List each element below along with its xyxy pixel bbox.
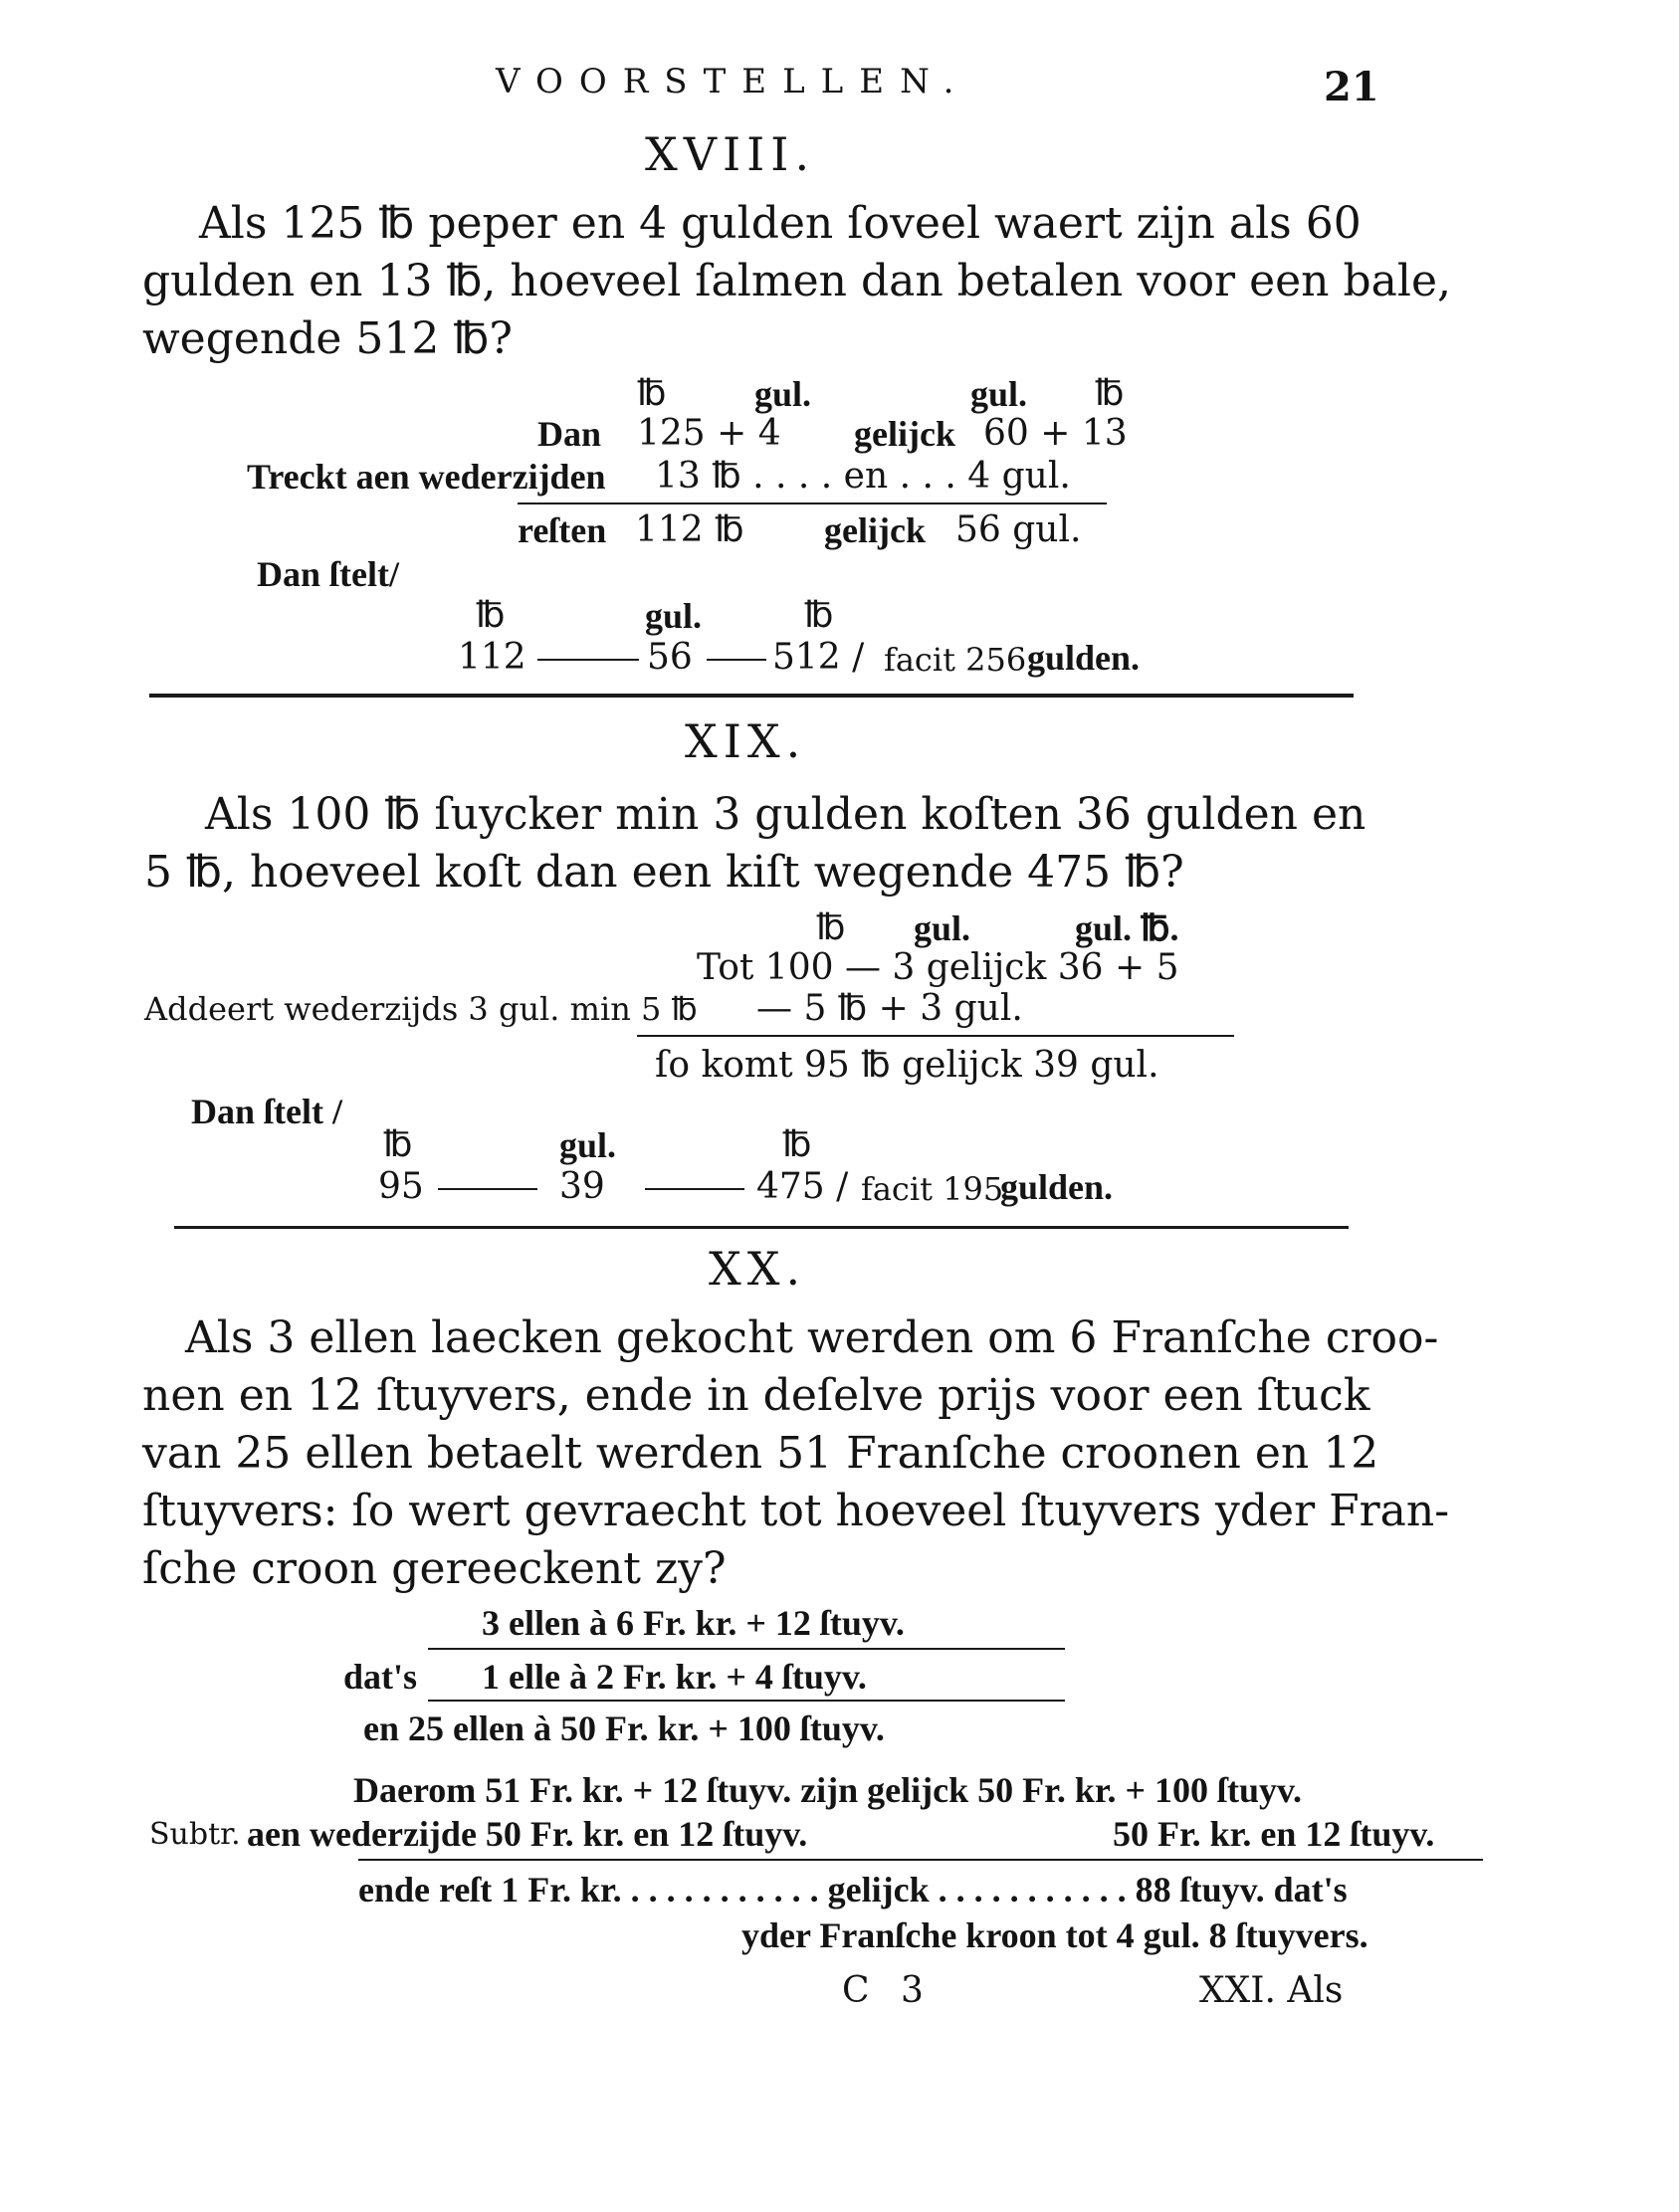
s18-prop-unit-1: ℔ — [476, 595, 506, 636]
section-20-line-1: Als 3 ellen laecken gekocht werden om 6 Franſche croo- — [185, 1312, 1439, 1363]
s18-row3-label: reſten — [518, 510, 607, 550]
s18-unit-4: ℔ — [1095, 373, 1125, 414]
s20-line-b-label: dat's — [343, 1657, 418, 1697]
s18-prop-dash-2 — [707, 659, 766, 661]
s18-row1-right: 60 + 13 — [983, 413, 1128, 454]
s18-unit-1: ℔ — [637, 373, 667, 414]
s20-line-d: Daerom 51 Fr. kr. + 12 ſtuyv. zijn gelijck 50 Fr. kr. + 100 ſtuyv. — [353, 1770, 1303, 1810]
s19-row2-label: Addeert wederzijds 3 gul. min 5 ℔ — [144, 990, 698, 1028]
s19-unit-2: gul. — [914, 908, 971, 948]
s19-prop-c: 475 / — [756, 1166, 849, 1207]
s18-row3-left: 112 ℔ — [635, 509, 744, 550]
section-19-bottom-rule — [174, 1226, 1349, 1229]
s20-line-f: ende reſt 1 Fr. kr. . . . . . . . . . . . gelijck . . . . . . . . . . . 88 ſtuyv. dat's — [358, 1870, 1348, 1910]
s18-facit: facit 256 — [884, 641, 1027, 679]
section-18-bottom-rule — [149, 694, 1354, 698]
section-19-line-1: Als 100 ℔ ſuycker min 3 gulden koſten 36 gulden en — [205, 789, 1366, 840]
page-number: 21 — [1324, 64, 1379, 110]
running-title: VOORSTELLEN. — [496, 62, 970, 101]
s19-facit-unit: gulden. — [1000, 1167, 1114, 1207]
s19-prop-dash-1 — [438, 1188, 537, 1190]
s20-line-e-prefix: Subtr. — [149, 1817, 241, 1852]
s20-line-e-right: 50 Fr. kr. en 12 ſtuyv. — [1113, 1814, 1435, 1854]
s20-rule-3 — [358, 1859, 1483, 1861]
s20-line-b: 1 elle à 2 Fr. kr. + 4 ſtuyv. — [482, 1657, 867, 1697]
s19-prop-unit-2: gul. — [559, 1125, 617, 1165]
section-20-line-3: van 25 ellen betaelt werden 51 Franſche croonen en 12 — [142, 1428, 1379, 1479]
s20-rule-1 — [428, 1648, 1065, 1650]
section-19-line-2: 5 ℔, hoeveel koſt dan een kiſt wegende 475 ℔? — [144, 847, 1184, 898]
s18-row3-equals: gelijck — [824, 510, 926, 550]
s18-row1-equals: gelijck — [854, 414, 955, 454]
s19-facit: facit 195 — [861, 1170, 1004, 1208]
section-20-line-5: ſche croon gereeckent zy? — [142, 1543, 727, 1594]
s18-prop-dash-1 — [537, 659, 639, 661]
s19-prop-unit-3: ℔ — [782, 1124, 812, 1165]
s19-rule-1 — [637, 1035, 1234, 1037]
s18-dan-stelt: Dan ſtelt/ — [257, 554, 399, 594]
s19-prop-unit-1: ℔ — [383, 1124, 413, 1165]
s20-line-a: 3 ellen à 6 Fr. kr. + 12 ſtuyv. — [482, 1603, 905, 1643]
signature-mark: C 3 — [842, 1970, 934, 2011]
section-20-title: XX. — [709, 1242, 807, 1296]
s20-line-c: en 25 ellen à 50 Fr. kr. + 100 ſtuyv. — [363, 1709, 885, 1748]
s18-row1-label: Dan — [537, 414, 602, 454]
s18-unit-2: gul. — [754, 374, 812, 414]
s19-prop-a: 95 — [378, 1166, 424, 1207]
s19-row3: ſo komt 95 ℔ gelijck 39 gul. — [655, 1045, 1159, 1086]
s18-prop-b: 56 — [647, 637, 693, 678]
s19-unit-1: ℔ — [816, 907, 846, 948]
s18-row2-label: Treckt aen wederzijden — [247, 457, 606, 497]
s19-prop-dash-2 — [645, 1188, 744, 1190]
section-20-line-4: ſtuyvers: ſo wert gevraecht tot hoeveel ſtuyvers yder Fran- — [142, 1486, 1450, 1536]
section-18-title: XVIII. — [645, 127, 816, 181]
catchword: XXI. Als — [1199, 1970, 1344, 2011]
s18-row3-right: 56 gul. — [955, 509, 1082, 550]
s18-row2-values: 13 ℔ . . . . en . . . 4 gul. — [655, 456, 1071, 497]
s19-dan-stelt: Dan ſtelt / — [191, 1092, 342, 1131]
section-18-line-1: Als 125 ℔ peper en 4 gulden ſoveel waert zijn als 60 — [199, 198, 1362, 249]
s18-prop-c: 512 / — [772, 637, 865, 678]
s19-prop-b: 39 — [559, 1166, 605, 1207]
s18-prop-unit-3: ℔ — [804, 595, 834, 636]
s19-row2: — 5 ℔ + 3 gul. — [756, 988, 1023, 1029]
s20-line-g: yder Franſche kroon tot 4 gul. 8 ſtuyvers. — [741, 1915, 1368, 1955]
s18-rule-1 — [518, 503, 1107, 504]
s18-unit-3: gul. — [970, 374, 1028, 414]
s18-prop-unit-2: gul. — [645, 596, 703, 636]
s18-row1-left: 125 + 4 — [637, 413, 781, 454]
s19-unit-3: gul. ℔. — [1075, 908, 1179, 948]
section-19-title: XIX. — [685, 714, 807, 768]
section-20-line-2: nen en 12 ſtuyvers, ende in deſelve prijs voor een ſtuck — [142, 1370, 1370, 1421]
s19-row1: Tot 100 — 3 gelijck 36 + 5 — [697, 947, 1179, 988]
s20-line-e: aen wederzijde 50 Fr. kr. en 12 ſtuyv. — [247, 1814, 808, 1854]
s20-rule-2 — [428, 1700, 1065, 1702]
section-18-line-3: wegende 512 ℔? — [142, 313, 513, 364]
s18-prop-a: 112 — [458, 637, 526, 678]
section-18-line-2: gulden en 13 ℔, hoeveel ſalmen dan betalen voor een bale, — [142, 256, 1451, 306]
s18-facit-unit: gulden. — [1027, 638, 1141, 678]
